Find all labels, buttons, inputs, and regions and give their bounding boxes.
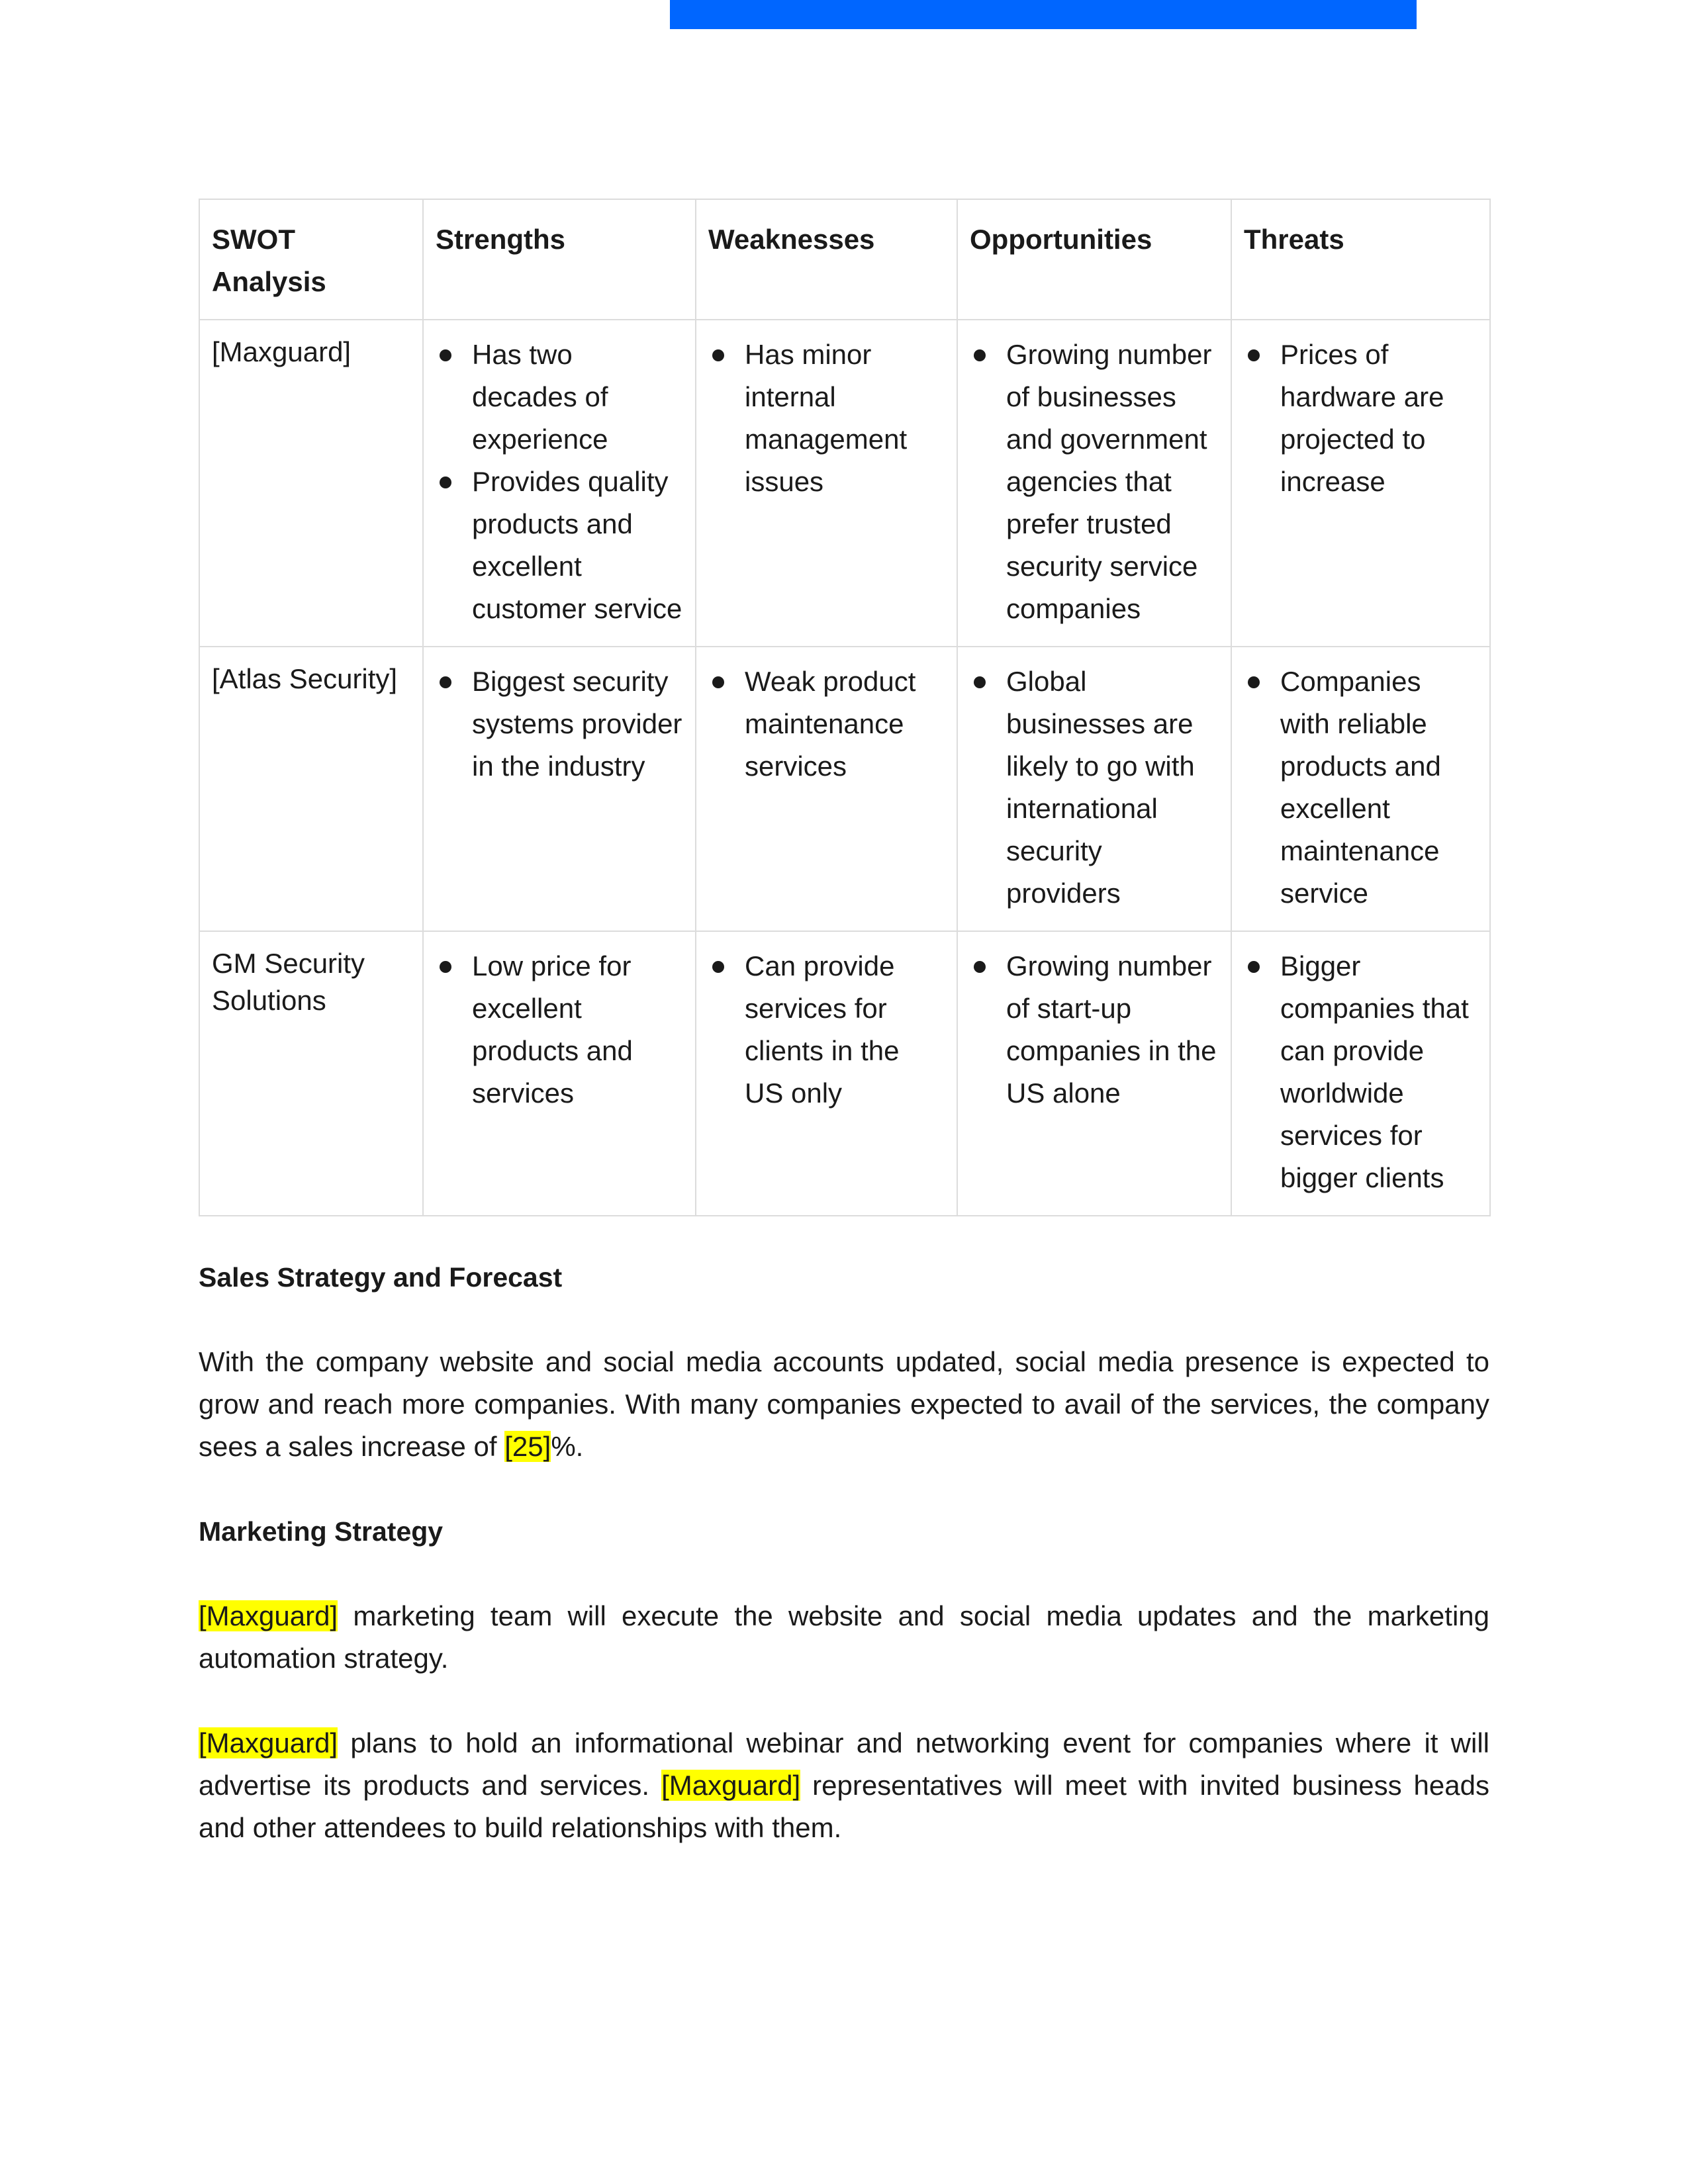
list-item: Biggest security systems provider in the industry: [436, 660, 683, 788]
strengths-cell: [423, 647, 696, 931]
list-item: Companies with reliable products and excellent maintenance service: [1244, 660, 1477, 915]
header-weaknesses: Weaknesses: [696, 199, 957, 320]
weaknesses-cell: [696, 320, 957, 647]
marketing-paragraph-2: [199, 1722, 1489, 1849]
company-name-placeholder: [Maxguard]: [199, 1600, 338, 1631]
table-row: [199, 647, 1490, 931]
table-row: [199, 931, 1490, 1216]
marketing-p2-text-1: plans to hold an informational webinar and networking event for companies where it will advertise its products and services.: [199, 1727, 1489, 1801]
list-item: Weak product maintenance services: [708, 660, 945, 788]
sales-increase-placeholder: [25]: [504, 1431, 551, 1462]
list-item: Provides quality products and excellent customer service: [436, 461, 683, 630]
opportunities-cell: [957, 320, 1231, 647]
list-item: Growing number of businesses and government agencies that prefer trusted security service companies: [970, 334, 1219, 630]
document-content: [199, 199, 1489, 1849]
top-accent-bar: [670, 0, 1417, 29]
list-item: Bigger companies that can provide worldwide services for bigger clients: [1244, 945, 1477, 1199]
list-item: Has two decades of experience: [436, 334, 683, 461]
swot-header-row: [199, 199, 1490, 320]
entity-cell: [Maxguard]: [199, 320, 423, 647]
threats-cell: [1231, 931, 1490, 1216]
list-item: Prices of hardware are projected to increase: [1244, 334, 1477, 503]
list-item: Growing number of start-up companies in the US alone: [970, 945, 1219, 1115]
header-strengths: Strengths: [423, 199, 696, 320]
strengths-cell: [423, 320, 696, 647]
weaknesses-cell: [696, 931, 957, 1216]
opportunities-cell: [957, 931, 1231, 1216]
company-name-placeholder: [Maxguard]: [661, 1770, 801, 1801]
list-item: Global businesses are likely to go with international security providers: [970, 660, 1219, 915]
marketing-p1-text: marketing team will execute the website and social media updates and the marketing automation strategy.: [199, 1600, 1489, 1674]
header-opportunities: Opportunities: [957, 199, 1231, 320]
sales-text-before: With the company website and social media accounts updated, social media presence is expected to grow and reach more companies. With many companies expected to avail of the services, the company sees a sales increase of: [199, 1346, 1489, 1462]
entity-cell: [Atlas Security]: [199, 647, 423, 931]
company-name-placeholder: [Maxguard]: [199, 1727, 338, 1758]
list-item: Can provide services for clients in the US only: [708, 945, 945, 1115]
marketing-paragraph-1: [199, 1595, 1489, 1680]
sales-text-after: %.: [551, 1431, 584, 1462]
table-row: [199, 320, 1490, 647]
threats-cell: [1231, 647, 1490, 931]
sales-strategy-heading: Sales Strategy and Forecast: [199, 1262, 563, 1293]
list-item: Has minor internal management issues: [708, 334, 945, 503]
list-item: Low price for excellent products and services: [436, 945, 683, 1115]
opportunities-cell: [957, 647, 1231, 931]
strengths-cell: [423, 931, 696, 1216]
marketing-strategy-heading: Marketing Strategy: [199, 1516, 444, 1547]
header-swot-analysis: SWOT Analysis: [199, 199, 423, 320]
sales-paragraph: [199, 1341, 1489, 1468]
entity-cell: GM Security Solutions: [199, 931, 423, 1216]
header-threats: Threats: [1231, 199, 1490, 320]
threats-cell: [1231, 320, 1490, 647]
swot-table: [199, 199, 1491, 1216]
weaknesses-cell: [696, 647, 957, 931]
marketing-p2-text-2: representatives will meet with invited business heads and other attendees to build relationships with them.: [199, 1770, 1489, 1843]
